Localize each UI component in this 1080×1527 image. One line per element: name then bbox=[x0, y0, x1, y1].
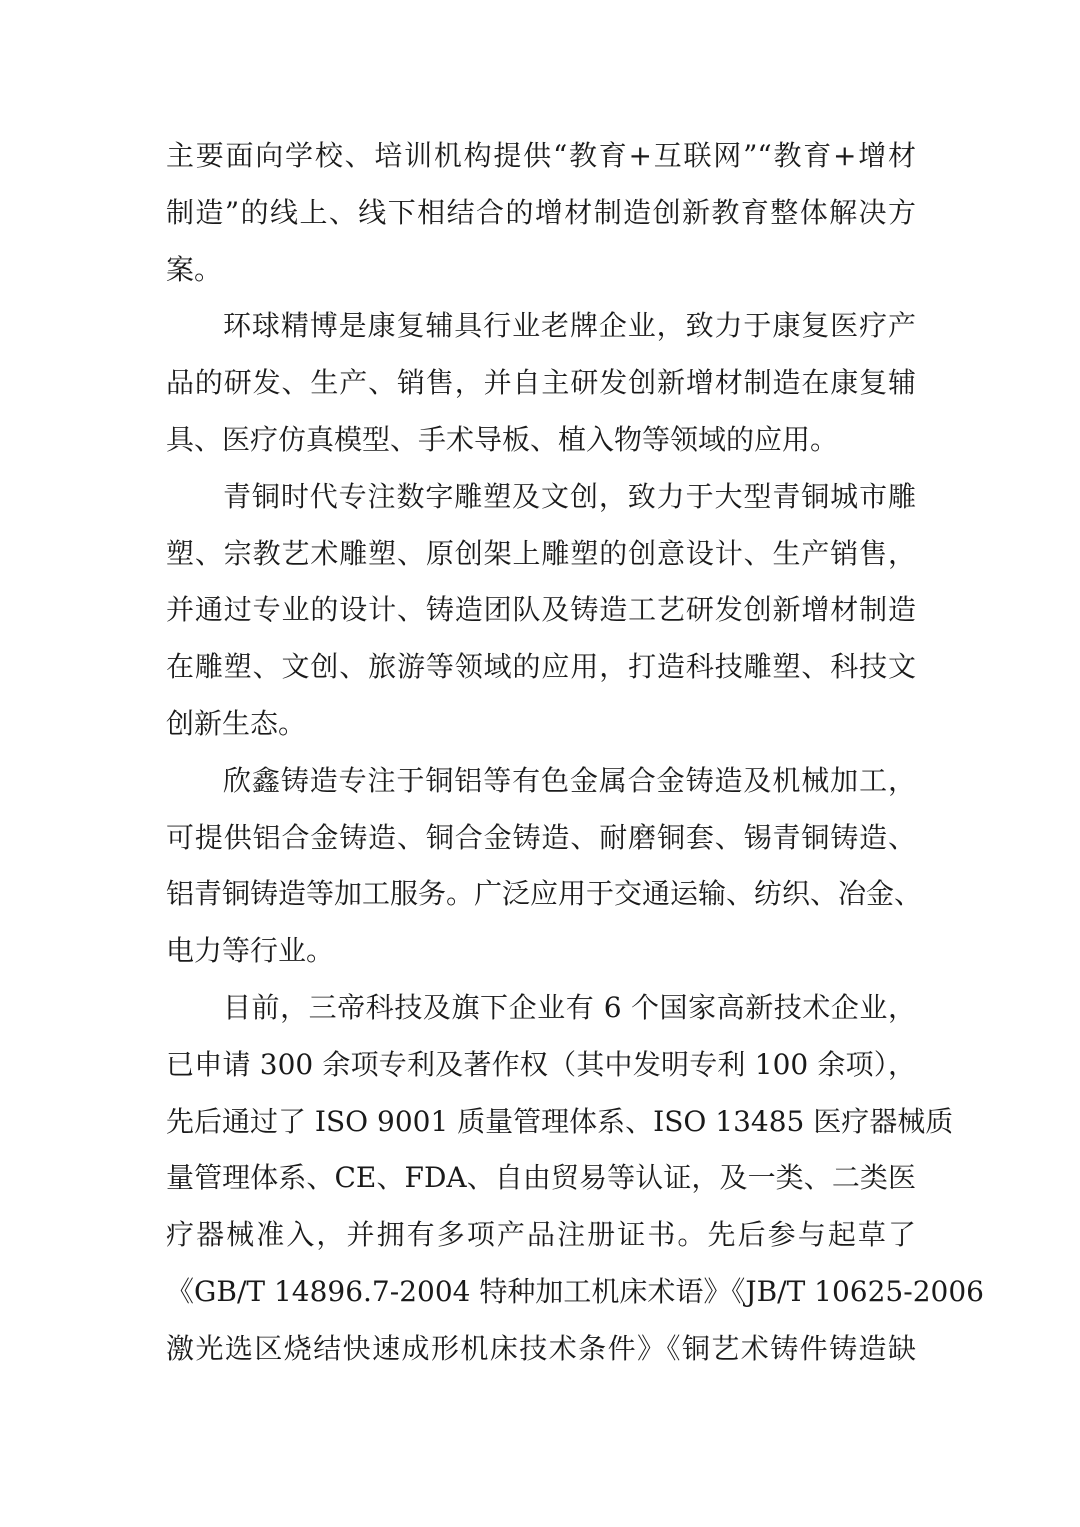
text-line: 主要面向学校、培训机构提供“教育+互联网”“教育+增材 bbox=[166, 139, 916, 172]
body-text bbox=[166, 128, 984, 1378]
text-line: 先后通过了 ISO 9001 质量管理体系、ISO 13485 医疗器械质 bbox=[166, 1104, 954, 1138]
paragraph bbox=[166, 980, 984, 1378]
text-line: 并通过专业的设计、铸造团队及铸造工艺研发创新增材制造 bbox=[166, 593, 916, 627]
text-line: 可提供铝合金铸造、铜合金铸造、耐磨铜套、锡青铜铸造、 bbox=[166, 820, 916, 854]
paragraph bbox=[166, 469, 916, 753]
text-line: 在雕塑、文创、旅游等领域的应用，打造科技雕塑、科技文 bbox=[166, 650, 916, 684]
text-line: 已申请 300 余项专利及著作权（其中发明专利 100 余项）， bbox=[166, 1047, 916, 1081]
text-line: 制造”的线上、线下相结合的增材制造创新教育整体解决方 bbox=[166, 195, 916, 229]
text-line: 创新生态。 bbox=[166, 706, 307, 740]
text-line: 目前，三帝科技及旗下企业有 6 个国家高新技术企业， bbox=[223, 990, 916, 1024]
text-line: 量管理体系、CE、FDA、自由贸易等认证，及一类、二类医 bbox=[166, 1161, 916, 1195]
text-line: 电力等行业。 bbox=[166, 934, 335, 968]
text-line: 品的研发、生产、销售，并自主研发创新增材制造在康复辅 bbox=[166, 366, 916, 400]
text-line: 疗器械准入，并拥有多项产品注册证书。先后参与起草了 bbox=[166, 1218, 916, 1252]
text-line: 案。 bbox=[166, 252, 223, 286]
text-line: 具、医疗仿真模型、手术导板、植入物等领域的应用。 bbox=[166, 422, 839, 456]
paragraph bbox=[166, 753, 923, 980]
text-line: 欣鑫铸造专注于铜铝等有色金属合金铸造及机械加工， bbox=[223, 763, 916, 797]
paragraph bbox=[166, 298, 916, 468]
text-line: 铝青铜铸造等加工服务。广泛应用于交通运输、纺织、冶金、 bbox=[166, 877, 923, 911]
text-line: 塑、宗教艺术雕塑、原创架上雕塑的创意设计、生产销售， bbox=[166, 536, 916, 570]
text-line: 环球精博是康复辅具行业老牌企业，致力于康复医疗产 bbox=[223, 309, 916, 343]
text-line: 激光选区烧结快速成形机床技术条件》《铜艺术铸件铸造缺 bbox=[166, 1331, 916, 1365]
text-line: 《GB/T 14896.7-2004 特种加工机床术语》《JB/T 10625-2006 bbox=[166, 1274, 984, 1308]
text-line: 青铜时代专注数字雕塑及文创，致力于大型青铜城市雕 bbox=[223, 479, 916, 513]
paragraph bbox=[166, 128, 916, 298]
